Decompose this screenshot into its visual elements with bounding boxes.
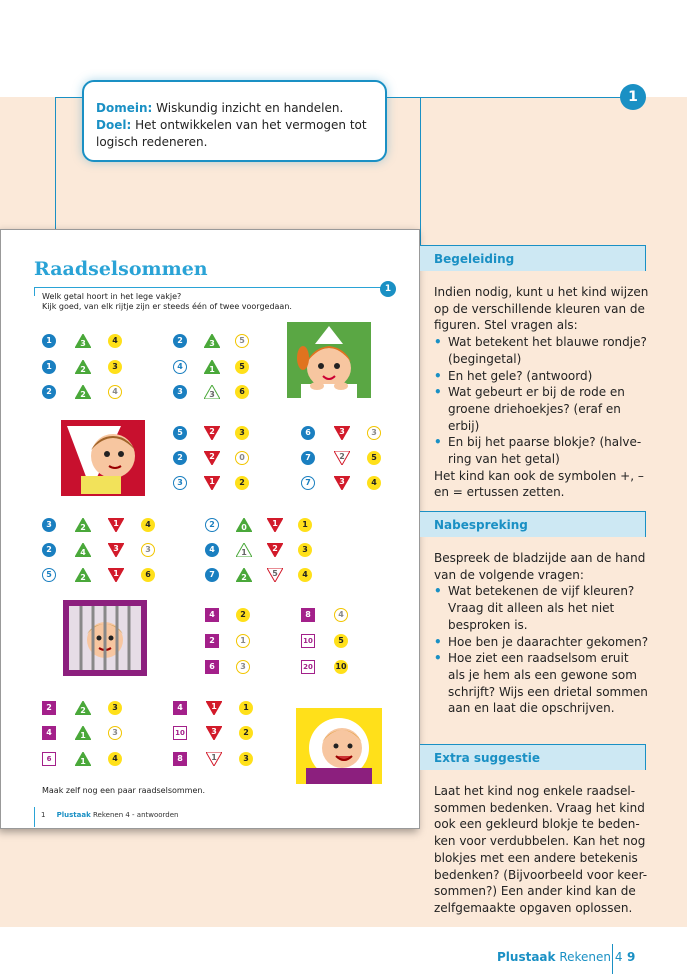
yellow-circle-token: 4	[298, 568, 312, 582]
yellow-circle-token: 4	[141, 518, 155, 532]
yellow-circle-outline-token: 3	[367, 426, 381, 440]
green-triangle-token	[75, 334, 91, 348]
blue-circle-token: 7	[205, 568, 219, 582]
red-triangle-token	[334, 426, 350, 440]
token-value: 2	[209, 452, 215, 461]
frame-line-top-left	[55, 97, 82, 98]
blue-circle-outline-token: 3	[173, 476, 187, 490]
green-triangle-token	[75, 701, 91, 715]
green-triangle-token	[236, 568, 252, 582]
yellow-circle-outline-token: 3	[108, 726, 122, 740]
red-triangle-token	[204, 476, 220, 490]
yellow-circle-token: 5	[367, 451, 381, 465]
token-value: 1	[211, 702, 217, 711]
nabespreking-list	[434, 583, 649, 717]
nabespreking-bullet: • Hoe ziet een raadselsom eruit als je hem als een gewone som schrijft? Wijs een drietal sommen aan en laat die opschrijven.	[434, 650, 649, 717]
purple-square-token: 4	[42, 726, 56, 740]
worksheet-instruction	[42, 292, 292, 312]
begeleiding-body	[434, 284, 649, 501]
page-footer-brand: Plustaak	[497, 950, 556, 964]
purple-square-outline-token: 10	[301, 634, 315, 648]
extra-body: Laat het kind nog enkele raadsel-sommen bedenken. Vraag het kind ook een gekleurd blokje te beden-ken voor verdubbelen. Kan het nog blokjes met een andere betekenis bedenken? (Bijvoorbeeld voor keer-sommen?) Een ander kind kan de zelfgemaakte opgaven oplossen.	[434, 784, 648, 915]
blue-circle-token: 2	[173, 334, 187, 348]
instruction-line-2: Kijk goed, van elk rijtje zijn er steeds één of twee voorgedaan.	[42, 302, 292, 311]
green-triangle-token	[204, 360, 220, 374]
yellow-circle-token: 2	[236, 608, 250, 622]
token-value: 1	[80, 757, 86, 766]
token-value: 4	[80, 548, 86, 557]
begeleiding-outro: Het kind kan ook de symbolen +, – en = ertussen zetten.	[434, 468, 644, 500]
blue-circle-token: 6	[301, 426, 315, 440]
token-value: 2	[80, 573, 86, 582]
worksheet-title-rule	[34, 287, 386, 288]
yellow-circle-outline-token: 0	[235, 451, 249, 465]
yellow-circle-token: 6	[141, 568, 155, 582]
blue-circle-token: 2	[42, 543, 56, 557]
green-triangle-token	[75, 518, 91, 532]
green-triangle-token	[75, 752, 91, 766]
green-triangle-token	[75, 360, 91, 374]
token-value: 2	[241, 573, 247, 582]
boy-cage-picture	[63, 600, 147, 676]
yellow-circle-token: 3	[298, 543, 312, 557]
token-value: 1	[211, 753, 217, 762]
extra-heading: Extra suggestie	[420, 744, 646, 770]
yellow-circle-token: 3	[108, 360, 122, 374]
purple-square-token: 2	[205, 634, 219, 648]
red-triangle-outline-token	[334, 451, 350, 465]
goal-text: Het ontwikkelen van het vermogen tot logisch redeneren.	[96, 118, 367, 149]
red-triangle-token	[108, 518, 124, 532]
yellow-circle-outline-token: 4	[108, 385, 122, 399]
token-value: 3	[209, 390, 215, 399]
purple-square-token: 2	[42, 701, 56, 715]
blue-circle-outline-token: 2	[205, 518, 219, 532]
token-value: 1	[241, 548, 247, 557]
token-value: 3	[209, 339, 215, 348]
begeleiding-bullet: • Wat gebeurt er bij de rode en groene driehoekjes? (eraf en erbij)	[434, 384, 649, 434]
token-value: 3	[339, 477, 345, 486]
worksheet-number-badge: 1	[380, 281, 396, 297]
token-value: 0	[241, 523, 247, 532]
yellow-circle-token: 4	[108, 752, 122, 766]
blue-circle-token: 4	[205, 543, 219, 557]
green-triangle-token	[75, 543, 91, 557]
token-value: 2	[272, 544, 278, 553]
token-value: 1	[272, 519, 278, 528]
worksheet-footer-line	[34, 807, 35, 827]
yellow-circle-token: 5	[334, 634, 348, 648]
blue-circle-token: 5	[173, 426, 187, 440]
yellow-circle-token: 10	[334, 660, 348, 674]
yellow-circle-token: 4	[367, 476, 381, 490]
begeleiding-bullet: • En het gele? (antwoord)	[434, 368, 649, 385]
red-triangle-token	[267, 518, 283, 532]
frame-line-mid	[420, 97, 421, 245]
yellow-circle-token: 6	[235, 385, 249, 399]
yellow-circle-token: 3	[235, 426, 249, 440]
token-value: 1	[113, 519, 119, 528]
blue-circle-token: 7	[301, 451, 315, 465]
page-number: 9	[627, 950, 636, 964]
instruction-line-1: Welk getal hoort in het lege vakje?	[42, 292, 182, 301]
token-value: 1	[209, 477, 215, 486]
begeleiding-intro: Indien nodig, kunt u het kind wijzen op de verschillende kleuren van de figuren. Stel vragen als:	[434, 285, 649, 333]
page-footer	[497, 950, 622, 964]
yellow-circle-outline-token: 1	[236, 634, 250, 648]
yellow-circle-token: 5	[235, 360, 249, 374]
worksheet-footer-page: 1	[41, 811, 46, 819]
worksheet-footer	[41, 811, 179, 819]
red-triangle-token	[206, 701, 222, 715]
begeleiding-bullet: • Wat betekent het blauwe rondje? (begingetal)	[434, 334, 649, 367]
green-triangle-token	[204, 334, 220, 348]
token-value: 2	[339, 452, 345, 461]
nabespreking-intro: Bespreek de bladzijde aan de hand van de volgende vragen:	[434, 551, 646, 582]
token-value: 5	[272, 569, 278, 578]
token-value: 2	[80, 706, 86, 715]
red-triangle-token	[334, 476, 350, 490]
red-triangle-token	[204, 451, 220, 465]
yellow-circle-token: 2	[239, 726, 253, 740]
goal-label: Doel:	[96, 118, 132, 132]
purple-square-outline-token: 6	[42, 752, 56, 766]
yellow-circle-token: 4	[108, 334, 122, 348]
worksheet-footer-rest: Rekenen 4 - antwoorden	[92, 811, 179, 819]
blue-circle-token: 2	[42, 385, 56, 399]
purple-square-token: 4	[205, 608, 219, 622]
token-value: 2	[80, 390, 86, 399]
purple-square-token: 8	[301, 608, 315, 622]
green-triangle-outline-token	[204, 385, 220, 399]
domain-text: Wiskundig inzicht en handelen.	[156, 101, 344, 115]
lesson-number-badge: 1	[620, 84, 646, 110]
yellow-circle-outline-token: 5	[235, 334, 249, 348]
green-triangle-outline-token	[236, 543, 252, 557]
blue-circle-token: 2	[173, 451, 187, 465]
girl-picture	[287, 322, 371, 398]
token-value: 2	[80, 365, 86, 374]
yellow-circle-outline-token: 3	[236, 660, 250, 674]
frame-line-top-right	[387, 97, 623, 98]
green-triangle-token	[75, 385, 91, 399]
purple-square-outline-token: 10	[173, 726, 187, 740]
red-triangle-token	[206, 726, 222, 740]
blue-circle-token: 3	[173, 385, 187, 399]
token-value: 2	[80, 523, 86, 532]
worksheet-rule-tick	[34, 287, 35, 296]
red-triangle-token	[108, 543, 124, 557]
purple-square-token: 6	[205, 660, 219, 674]
blue-circle-token: 1	[42, 360, 56, 374]
nabespreking-heading: Nabespreking	[420, 511, 646, 537]
green-triangle-token	[75, 726, 91, 740]
begeleiding-bullet: • En bij het paarse blokje? (halve-ring van het getal)	[434, 434, 649, 467]
worksheet-closing: Maak zelf nog een paar raadselsommen.	[42, 786, 206, 795]
token-value: 1	[113, 569, 119, 578]
blue-circle-outline-token: 4	[173, 360, 187, 374]
begeleiding-heading: Begeleiding	[420, 245, 646, 271]
blue-circle-token: 1	[42, 334, 56, 348]
yellow-circle-token: 3	[239, 752, 253, 766]
page-footer-rest: Rekenen 4	[559, 950, 623, 964]
yellow-circle-outline-token: 3	[141, 543, 155, 557]
red-triangle-outline-token	[206, 752, 222, 766]
worksheet-footer-brand: Plustaak	[56, 811, 91, 819]
red-triangle-token	[108, 568, 124, 582]
green-triangle-token	[236, 518, 252, 532]
blue-circle-outline-token: 7	[301, 476, 315, 490]
token-value: 3	[113, 544, 119, 553]
nabespreking-bullet: • Hoe ben je daarachter gekomen?	[434, 634, 649, 651]
boy-triangle-picture	[61, 420, 145, 496]
purple-square-token: 4	[173, 701, 187, 715]
token-value: 3	[339, 427, 345, 436]
yellow-circle-outline-token: 4	[334, 608, 348, 622]
token-value: 2	[209, 427, 215, 436]
red-triangle-token	[267, 543, 283, 557]
nabespreking-body	[434, 550, 649, 717]
yellow-circle-token: 1	[239, 701, 253, 715]
domain-label: Domein:	[96, 101, 153, 115]
yellow-circle-token: 2	[235, 476, 249, 490]
worksheet-title: Raadselsommen	[34, 258, 208, 280]
yellow-circle-token: 3	[108, 701, 122, 715]
purple-square-outline-token: 20	[301, 660, 315, 674]
token-value: 1	[80, 731, 86, 740]
frame-line-left	[55, 97, 56, 229]
purple-square-token: 8	[173, 752, 187, 766]
nabespreking-bullet: • Wat betekenen de vijf kleuren? Vraag dit alleen als het niet besproken is.	[434, 583, 649, 633]
token-value: 3	[80, 339, 86, 348]
domain-goal-box	[82, 80, 387, 162]
red-triangle-token	[204, 426, 220, 440]
blue-circle-token: 3	[42, 518, 56, 532]
red-triangle-outline-token	[267, 568, 283, 582]
token-value: 1	[209, 365, 215, 374]
blue-circle-outline-token: 5	[42, 568, 56, 582]
green-triangle-token	[75, 568, 91, 582]
token-value: 3	[211, 727, 217, 736]
yellow-circle-token: 1	[298, 518, 312, 532]
boy-circle-picture	[296, 708, 382, 784]
worksheet-page	[0, 229, 420, 829]
begeleiding-list	[434, 334, 649, 468]
